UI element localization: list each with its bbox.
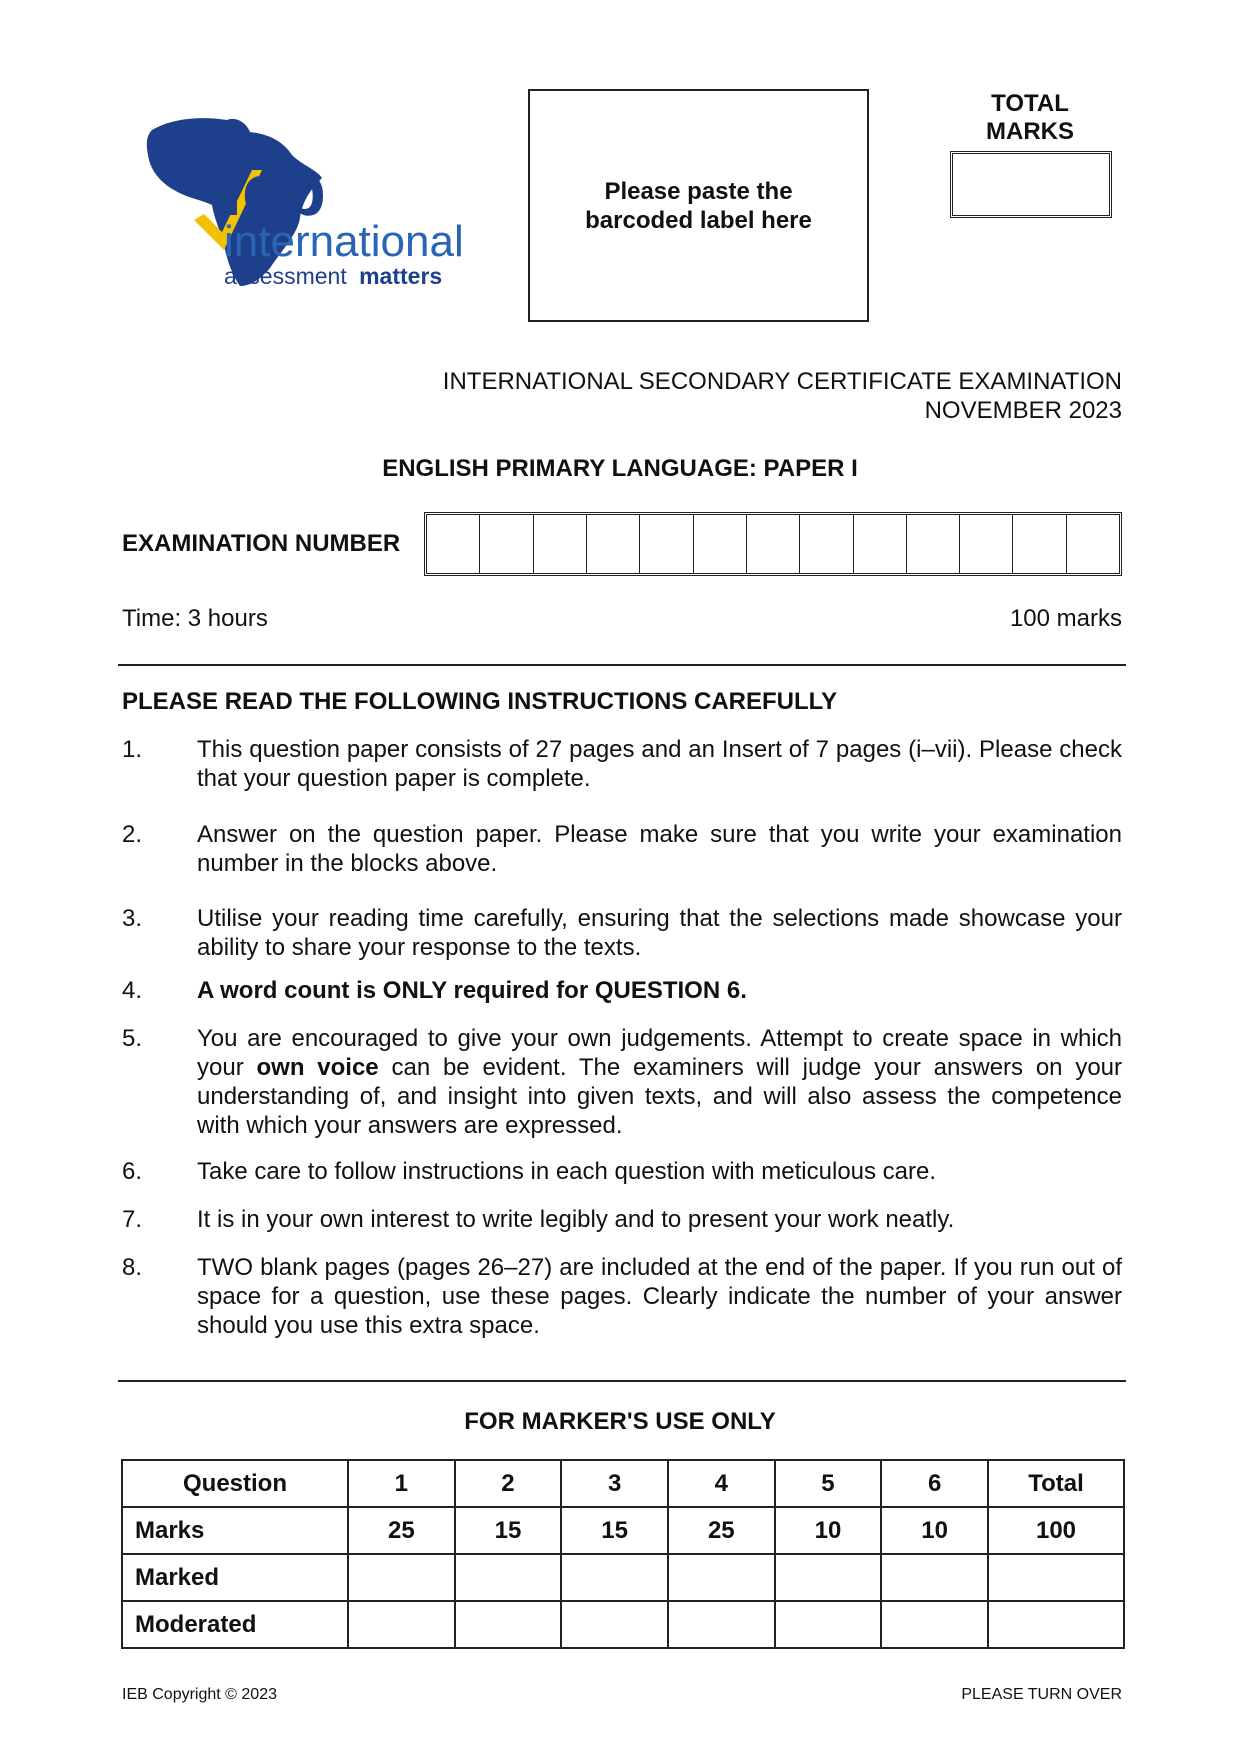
instruction-text <box>197 1024 1122 1140</box>
table-header-cell: 4 <box>668 1460 775 1507</box>
exam-number-cell[interactable] <box>694 515 747 573</box>
exam-number-cell[interactable] <box>640 515 693 573</box>
exam-number-cell[interactable] <box>854 515 907 573</box>
table-cell[interactable] <box>988 1554 1124 1601</box>
table-header-row <box>122 1460 1124 1507</box>
exam-number-cell[interactable] <box>480 515 533 573</box>
instruction-text: Utilise your reading time carefully, ensuring that the selections made showcase your ability to share your response to the texts. <box>197 905 1122 961</box>
marker-table <box>121 1459 1125 1649</box>
instruction-text-part: can be evident. The examiners will judge your answers on your understanding of, and insight into given texts, and will also assess the competence with which your answers are expressed. <box>197 1054 1123 1139</box>
table-cell[interactable] <box>348 1554 455 1601</box>
exam-number-cell[interactable] <box>427 515 480 573</box>
table-cell[interactable] <box>455 1601 562 1648</box>
instruction-number: 2. <box>122 821 143 848</box>
table-header-cell: Total <box>988 1460 1124 1507</box>
logo-line2-b: matters <box>359 263 443 289</box>
ieb-logo <box>132 110 492 310</box>
instruction-number: 3. <box>122 905 143 932</box>
exam-number-cell[interactable] <box>747 515 800 573</box>
instruction-text: TWO blank pages (pages 26–27) are included at the end of the paper. If you run out of space for a question, use these pages. Clearly indicate the number of your answer should you use this extra space. <box>197 1254 1122 1339</box>
table-header-cell: 5 <box>775 1460 882 1507</box>
exam-title <box>380 367 1122 425</box>
instruction-text: This question paper consists of 27 pages and an Insert of 7 pages (i–vii). Please check that your question paper is complete. <box>197 736 1122 792</box>
time-allowed: Time: 3 hours <box>122 605 268 632</box>
table-row <box>122 1507 1124 1554</box>
table-row <box>122 1601 1124 1648</box>
total-marks-box[interactable] <box>950 151 1112 218</box>
table-cell[interactable] <box>668 1554 775 1601</box>
table-cell: 10 <box>775 1507 882 1554</box>
table-cell: 25 <box>348 1507 455 1554</box>
barcode-label-box <box>528 89 869 322</box>
logo-line2-a: assessment <box>224 263 347 289</box>
instruction-item <box>122 1157 1122 1186</box>
instruction-number: 7. <box>122 1206 143 1233</box>
table-cell[interactable] <box>775 1554 882 1601</box>
logo-line1: international <box>224 217 464 266</box>
exam-number-cell[interactable] <box>800 515 853 573</box>
table-cell[interactable] <box>668 1601 775 1648</box>
table-row <box>122 1554 1124 1601</box>
row-label: Marked <box>122 1554 348 1601</box>
logo-brand: ieb <box>222 151 327 231</box>
exam-number-label: EXAMINATION NUMBER <box>122 530 401 557</box>
instruction-number: 6. <box>122 1158 143 1185</box>
table-cell[interactable] <box>881 1554 988 1601</box>
table-cell: 15 <box>561 1507 668 1554</box>
instructions-heading: PLEASE READ THE FOLLOWING INSTRUCTIONS CAREFULLY <box>122 688 838 715</box>
table-header-cell: 2 <box>455 1460 562 1507</box>
instruction-number: 8. <box>122 1254 143 1281</box>
instruction-item <box>122 1205 1122 1234</box>
exam-number-cell[interactable] <box>960 515 1013 573</box>
table-cell[interactable] <box>988 1601 1124 1648</box>
instruction-item <box>122 904 1122 962</box>
exam-number-grid <box>424 512 1122 576</box>
table-header-cell: Question <box>122 1460 348 1507</box>
instruction-text: Answer on the question paper. Please make sure that you write your examination number in the blocks above. <box>197 821 1122 877</box>
exam-title-line1: INTERNATIONAL SECONDARY CERTIFICATE EXAMINATION <box>442 368 1122 395</box>
table-cell: 25 <box>668 1507 775 1554</box>
instruction-number: 1. <box>122 736 143 763</box>
instruction-item <box>122 976 1122 1005</box>
instruction-item <box>122 820 1122 878</box>
table-cell[interactable] <box>561 1554 668 1601</box>
marker-heading: FOR MARKER'S USE ONLY <box>464 1408 776 1435</box>
exam-title-line2: NOVEMBER 2023 <box>924 397 1122 424</box>
exam-number-cell[interactable] <box>534 515 587 573</box>
table-cell[interactable] <box>775 1601 882 1648</box>
instruction-emphasis: own voice <box>256 1054 379 1081</box>
total-marks-text: 100 marks <box>1009 605 1122 632</box>
instruction-item <box>122 735 1122 793</box>
instruction-item <box>122 1024 1122 1140</box>
table-cell[interactable] <box>561 1601 668 1648</box>
instruction-text: A word count is ONLY required for QUESTION 6. <box>197 977 747 1004</box>
table-header-cell: 1 <box>348 1460 455 1507</box>
barcode-instruction: Please paste the barcoded label here <box>585 177 812 234</box>
svg-text:assessment matters <box>224 263 442 289</box>
instruction-item <box>122 1253 1122 1340</box>
exam-number-cell[interactable] <box>1013 515 1066 573</box>
table-cell: 10 <box>881 1507 988 1554</box>
divider <box>118 664 1126 666</box>
exam-number-cell[interactable] <box>1067 515 1119 573</box>
table-cell: 15 <box>455 1507 562 1554</box>
table-cell: 100 <box>988 1507 1124 1554</box>
instruction-text: It is in your own interest to write legibly and to present your work neatly. <box>197 1206 955 1233</box>
footer-copyright: IEB Copyright © 2023 <box>122 1686 277 1703</box>
table-cell[interactable] <box>881 1601 988 1648</box>
row-label: Marks <box>122 1507 348 1554</box>
total-marks-label: TOTAL MARKS <box>986 90 1074 145</box>
row-label: Moderated <box>122 1601 348 1648</box>
exam-number-cell[interactable] <box>907 515 960 573</box>
subject-title: ENGLISH PRIMARY LANGUAGE: PAPER I <box>382 455 858 482</box>
footer-turn-over: PLEASE TURN OVER <box>961 1686 1122 1703</box>
instruction-number: 4. <box>122 977 143 1004</box>
instruction-text-part: You are encouraged to give your own judgements. Attempt to create space in which your <box>197 1025 1122 1081</box>
table-cell[interactable] <box>455 1554 562 1601</box>
table-cell[interactable] <box>348 1601 455 1648</box>
table-header-cell: 6 <box>881 1460 988 1507</box>
table-header-cell: 3 <box>561 1460 668 1507</box>
divider <box>118 1380 1126 1382</box>
instruction-text: Take care to follow instructions in each question with meticulous care. <box>197 1158 937 1185</box>
instruction-number: 5. <box>122 1025 143 1052</box>
exam-number-cell[interactable] <box>587 515 640 573</box>
